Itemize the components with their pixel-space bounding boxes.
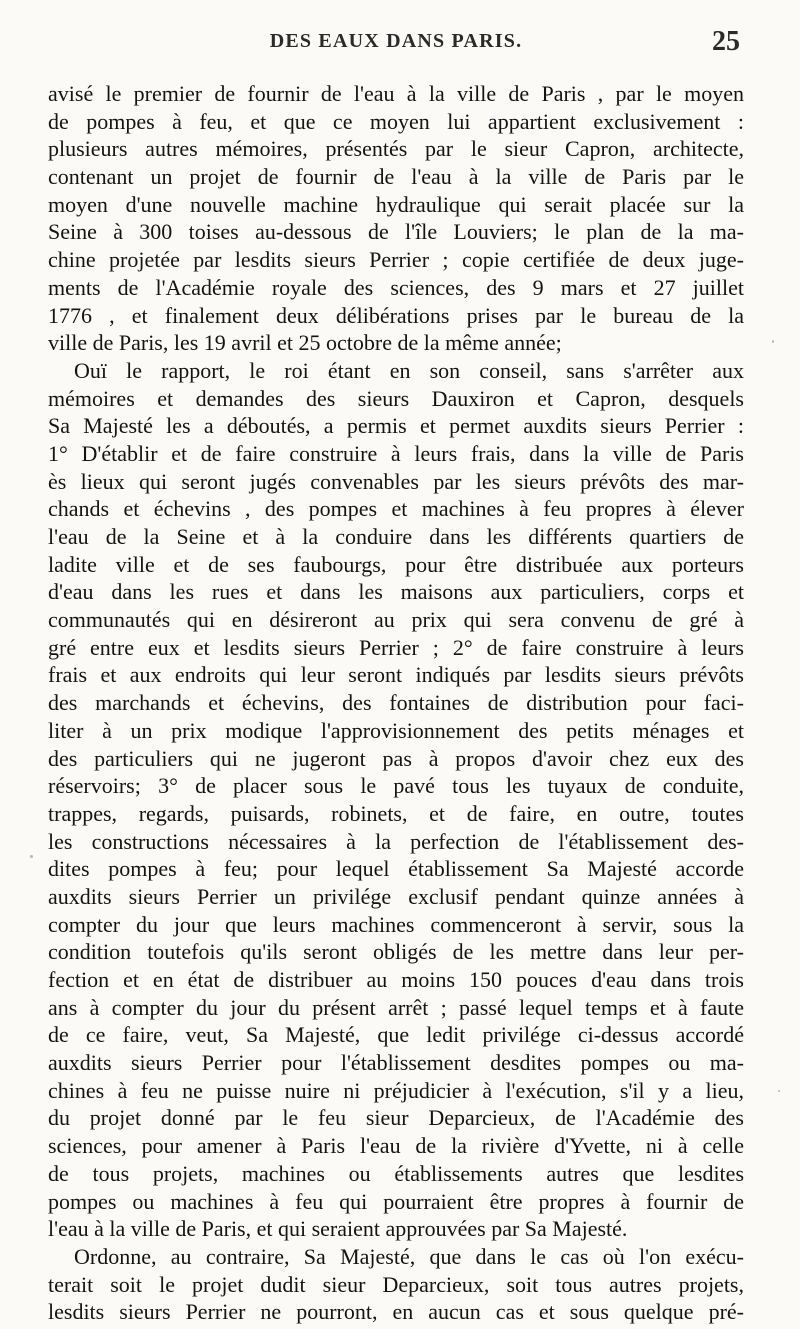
body-text bbox=[48, 80, 744, 1326]
text-line: lesdits sieurs Perrier ne pourront, en aucun cas et sous quelque pré- bbox=[48, 1299, 744, 1325]
text-line: ès lieux qui seront jugés convenables par les sieurs prévôts des mar- bbox=[48, 468, 744, 494]
text-line: compter du jour que leurs machines commenceront à servir, sous la bbox=[48, 911, 744, 937]
text-line: plusieurs autres mémoires, présentés par le sieur Capron, architecte, bbox=[48, 136, 744, 162]
text-line: pompes ou machines à feu qui pourraient être propres à fournir de bbox=[48, 1188, 744, 1214]
text-line: mémoires et demandes des sieurs Dauxiron et Capron, desquels bbox=[48, 385, 744, 411]
text-line: ans à compter du jour du présent arrêt ; passé lequel temps et à faute bbox=[48, 994, 744, 1020]
page-number: 25 bbox=[712, 26, 740, 57]
text-line: auxdits sieurs Perrier un privilége exclusif pendant quinze années à bbox=[48, 883, 744, 909]
text-line: trappes, regards, puisards, robinets, et de faire, en outre, toutes bbox=[48, 800, 744, 826]
text-line: 1° D'établir et de faire construire à leurs frais, dans la ville de Paris bbox=[48, 440, 744, 466]
text-line: terait soit le projet dudit sieur Deparcieux, soit tous autres projets, bbox=[48, 1271, 744, 1297]
text-line: l'eau à la ville de Paris, et qui seraient approuvées par Sa Majesté. bbox=[48, 1216, 628, 1242]
text-line: chines à feu ne puisse nuire ni préjudicier à l'exécution, s'il y a lieu, bbox=[48, 1077, 744, 1103]
text-line: sciences, pour amener à Paris l'eau de la rivière d'Yvette, ni à celle bbox=[48, 1133, 744, 1159]
text-line: condition toutefois qu'ils seront obligés de les mettre dans leur per- bbox=[48, 939, 744, 965]
text-line: Ordonne, au contraire, Sa Majesté, que dans le cas où l'on exécu- bbox=[74, 1243, 744, 1269]
text-line: de tous projets, machines ou établissements autres que lesdites bbox=[48, 1160, 744, 1186]
text-line: Ouï le rapport, le roi étant en son conseil, sans s'arrêter aux bbox=[74, 357, 744, 383]
text-line: des marchands et échevins, des fontaines de distribution pour faci- bbox=[48, 690, 744, 716]
text-line: chands et échevins , des pompes et machines à feu propres à élever bbox=[48, 496, 744, 522]
text-line: Sa Majesté les a déboutés, a permis et permet auxdits sieurs Perrier : bbox=[48, 413, 744, 439]
text-line: réservoirs; 3° de placer sous le pavé tous les tuyaux de conduite, bbox=[48, 773, 744, 799]
text-line: communautés qui en désireront au prix qui sera convenu de gré à bbox=[48, 607, 744, 633]
text-line: les constructions nécessaires à la perfection de l'établissement des- bbox=[48, 828, 744, 854]
text-line: ville de Paris, les 19 avril et 25 octobre de la même année; bbox=[48, 330, 562, 356]
text-line: de pompes à feu, et que ce moyen lui appartient exclusivement : bbox=[48, 108, 744, 134]
text-line: frais et aux endroits qui leur seront indiqués par lesdits sieurs prévôts bbox=[48, 662, 744, 688]
text-line: l'eau de la Seine et à la conduire dans les différents quartiers de bbox=[48, 524, 744, 549]
scan-speck bbox=[778, 1090, 780, 1092]
text-line: 1776 , et finalement deux délibérations prises par le bureau de la bbox=[48, 302, 744, 328]
text-line: gré entre eux et lesdits sieurs Perrier ; 2° de faire construire à leurs bbox=[48, 634, 744, 660]
text-line: contenant un projet de fournir de l'eau à la ville de Paris par le bbox=[48, 164, 744, 190]
text-line: chine projetée par lesdits sieurs Perrier ; copie certifiée de deux juge- bbox=[48, 247, 744, 273]
text-line: dites pompes à feu; pour lequel établissement Sa Majesté accorde bbox=[48, 856, 744, 882]
scan-speck bbox=[30, 855, 33, 858]
text-line: d'eau dans les rues et dans les maisons aux particuliers, corps et bbox=[48, 579, 744, 605]
running-title: DES EAUX DANS PARIS. bbox=[269, 30, 523, 52]
text-line: des particuliers qui ne jugeront pas à propos d'avoir chez eux des bbox=[48, 745, 744, 771]
running-header bbox=[48, 26, 744, 64]
text-line: auxdits sieurs Perrier pour l'établissement desdites pompes ou ma- bbox=[48, 1050, 744, 1076]
text-line: liter à un prix modique l'approvisionnement des petits ménages et bbox=[48, 717, 744, 743]
text-line: Seine à 300 toises au-dessous de l'île Louviers; le plan de la ma- bbox=[48, 219, 744, 245]
text-line: ladite ville et de ses faubourgs, pour être distribuée aux porteurs bbox=[48, 551, 744, 577]
text-line: ments de l'Académie royale des sciences, des 9 mars et 27 juillet bbox=[48, 274, 744, 300]
text-line: du projet donné par le feu sieur Deparcieux, de l'Académie des bbox=[48, 1105, 744, 1131]
text-line: avisé le premier de fournir de l'eau à la ville de Paris , par le moyen bbox=[48, 81, 744, 106]
text-line: moyen d'une nouvelle machine hydraulique qui serait placée sur la bbox=[48, 191, 744, 217]
text-line: fection et en état de distribuer au moins 150 pouces d'eau dans trois bbox=[48, 967, 744, 992]
scan-speck bbox=[772, 340, 774, 343]
text-line: de ce faire, veut, Sa Majesté, que ledit privilége ci-dessus accordé bbox=[48, 1022, 744, 1048]
